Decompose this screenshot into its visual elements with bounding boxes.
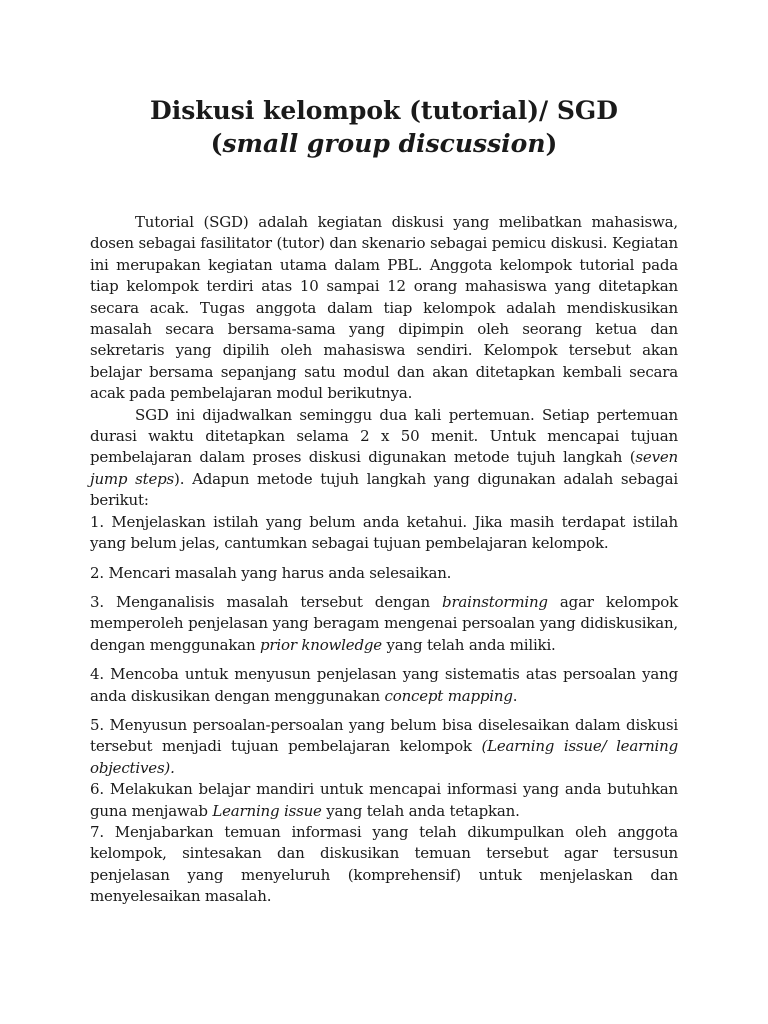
step-3: [90, 592, 678, 656]
step-2: 2. Mencari masalah yang harus anda selesaikan.: [90, 563, 452, 582]
title-line-2: [0, 127, 768, 160]
step-5: [90, 715, 678, 779]
step-text: 5. Menyusun persoalan-persoalan yang belum bisa diselesaikan dalam diskusi tersebut menjadi tujuan pembelajaran kelompok: [90, 715, 678, 756]
page-title: [0, 94, 768, 160]
title-italic-phrase: small group discussion: [222, 129, 546, 158]
italic-term: concept mapping: [384, 686, 513, 705]
title-line-1: Diskusi kelompok (tutorial)/ SGD: [150, 96, 618, 125]
italic-term: brainstorming: [442, 592, 548, 611]
step-6: [90, 779, 678, 822]
step-1: 1. Menjelaskan istilah yang belum anda ketahui. Jika masih terdapat istilah yang belum jelas, cantumkan sebagai tujuan pembelajaran kelompok.: [90, 512, 678, 553]
italic-term: Learning issue: [212, 801, 322, 820]
document-body: [90, 212, 678, 908]
paragraph-text: SGD ini dijadwalkan seminggu dua kali pertemuan. Setiap pertemuan durasi waktu ditetapkan selama 2 x 50 menit. Untuk mencapai tujuan pembelajaran dalam proses diskusi digunakan metode tujuh langkah (: [90, 405, 678, 467]
step-4: [90, 664, 678, 707]
step-text: 4. Mencoba untuk menyusun penjelasan yang sistematis atas persoalan yang anda diskusikan dengan menggunakan: [90, 665, 678, 705]
paragraph-text: ). Adapun metode tujuh langkah yang digunakan adalah sebagai berikut:: [90, 469, 678, 510]
step-text: 6. Melakukan belajar mandiri untuk mencapai informasi yang anda butuhkan guna menjawab: [90, 780, 678, 820]
step-text: 3. Menganalisis masalah tersebut dengan: [90, 592, 443, 611]
title-close-paren: ): [545, 129, 558, 158]
italic-term: (Learning issue/ learning objectives).: [90, 737, 678, 777]
step-7: 7. Menjabarkan temuan informasi yang telah dikumpulkan oleh anggota kelompok, sintesakan dan diskusikan temuan tersebut agar tersusun penjelasan yang menyeluruh (komprehensif) untuk menjelaskan dan menyelesaikan masalah.: [90, 822, 678, 906]
paragraph-tutorial-definition: Tutorial (SGD) adalah kegiatan diskusi yang melibatkan mahasiswa, dosen sebagai fasilitator (tutor) dan skenario sebagai pemicu diskusi. Kegiatan ini merupakan kegiatan utama dalam PBL. Anggota kelompok tutorial pada tiap kelompok terdiri atas 10 sampai 12 orang mahasiswa yang ditetapkan secara acak. Tugas anggota dalam tiap kelompok adalah mendiskusikan masalah secara bersama-sama yang dipimpin oleh seorang ketua dan sekretaris yang dipilih oleh mahasiswa sendiri. Kelompok tersebut akan belajar bersama sepanjang satu modul dan akan ditetapkan kembali secara acak pada pembelajaran modul berikutnya.: [90, 213, 678, 403]
title-open-paren: (: [210, 129, 223, 158]
italic-term: prior knowledge: [260, 635, 382, 654]
step-text: yang telah anda tetapkan.: [321, 801, 520, 820]
step-text: .: [512, 686, 518, 705]
step-text: yang telah anda miliki.: [381, 635, 556, 654]
step-text: agar kelompok memperoleh penjelasan yang beragam mengenai persoalan yang didiskusikan, dengan menggunakan: [90, 592, 679, 654]
paragraph-sgd-schedule: [90, 405, 678, 512]
italic-term: seven jump steps: [90, 448, 678, 488]
